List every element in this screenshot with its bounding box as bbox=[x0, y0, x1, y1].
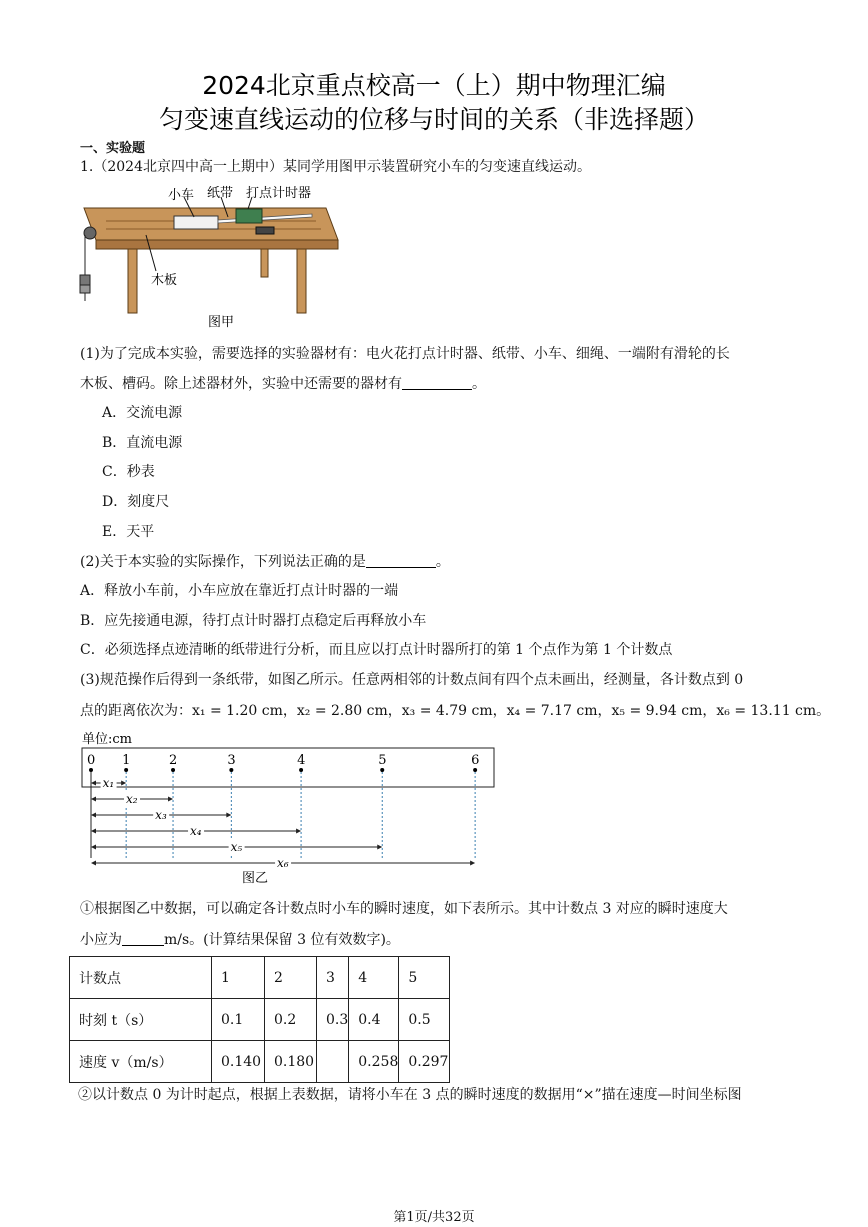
table-cell bbox=[317, 1041, 349, 1083]
table-cell: 0.3 bbox=[317, 999, 349, 1041]
label-board: 木板 bbox=[151, 273, 178, 288]
table-cell: 1 bbox=[212, 957, 265, 999]
table-cell: 5 bbox=[399, 957, 450, 999]
section-heading: 一、实验题 bbox=[80, 141, 146, 156]
table-cell: 0.258 bbox=[349, 1041, 399, 1083]
label-car: 小车 bbox=[168, 188, 195, 203]
page-footer: 第1页/共32页 bbox=[393, 1210, 475, 1225]
distance-label: x₄ bbox=[190, 824, 202, 838]
option-2b: B．应先接通电源，待打点计时器打点稳定后再释放小车 bbox=[80, 613, 427, 629]
table-cell: 时刻 t（s） bbox=[70, 999, 212, 1041]
tape-point-label: 5 bbox=[378, 753, 387, 768]
arrow-head bbox=[121, 781, 126, 786]
tape-point-label: 4 bbox=[297, 753, 306, 768]
option-1c: C．秒表 bbox=[102, 464, 155, 480]
arrow-head bbox=[226, 813, 231, 818]
tape-point-label: 2 bbox=[169, 753, 178, 768]
arrow-head bbox=[168, 797, 173, 802]
tape-dot bbox=[171, 768, 175, 772]
table-cell: 0.5 bbox=[399, 999, 450, 1041]
option-1a: A．交流电源 bbox=[102, 405, 183, 421]
tape-dot bbox=[229, 768, 233, 772]
arrow-tail bbox=[91, 813, 96, 818]
table-cell: 3 bbox=[317, 957, 349, 999]
sub2-line1: ②以计数点 0 为计时起点，根据上表数据，请将小车在 3 点的瞬时速度的数据用“×”描在速度—时间坐标图 bbox=[78, 1087, 742, 1103]
question-intro: 1.（2024北京四中高一上期中）某同学用图甲示装置研究小车的匀变速直线运动。 bbox=[80, 159, 591, 175]
part3-line2: 点的距离依次为：x₁ = 1.20 cm，x₂ = 2.80 cm，x₃ = 4.79 cm，x₄ = 7.17 cm，x₅ = 9.94 cm，x₆ = 13.11 cm。 bbox=[80, 703, 831, 719]
part1-line1: (1)为了完成本实验，需要选择的实验器材有：电火花打点计时器、纸带、小车、细绳、一端附有滑轮的长 bbox=[80, 346, 730, 362]
tape-unit-label: 单位:cm bbox=[82, 732, 132, 747]
tape-point-label: 3 bbox=[227, 753, 236, 768]
page-title-line2: 匀变速直线运动的位移与时间的关系（非选择题） bbox=[158, 105, 709, 134]
tape-dot bbox=[299, 768, 303, 772]
part1-line2: 木板、槽码。除上述器材外，实验中还需要的器材有 。 bbox=[80, 376, 486, 392]
arrow-head bbox=[470, 861, 475, 866]
sub1-line1: ①根据图乙中数据，可以确定各计数点时小车的瞬时速度，如下表所示。其中计数点 3 对应的瞬时速度大 bbox=[80, 901, 728, 917]
sub1-line2: 小应为 m/s。(计算结果保留 3 位有效数字)。 bbox=[80, 932, 400, 948]
table-row bbox=[70, 957, 450, 999]
tape-dot bbox=[124, 768, 128, 772]
answer-blank-3 bbox=[122, 931, 164, 946]
distance-label: x₆ bbox=[277, 856, 289, 870]
tape-dot bbox=[89, 768, 93, 772]
table-cell: 计数点 bbox=[70, 957, 212, 999]
tape-point-label: 1 bbox=[122, 753, 131, 768]
tape-point-label: 0 bbox=[87, 753, 96, 768]
table-cell: 0.4 bbox=[349, 999, 399, 1041]
velocity-table bbox=[69, 956, 450, 1083]
table-row bbox=[70, 999, 450, 1041]
option-1b: B．直流电源 bbox=[102, 435, 183, 451]
tape-point-label: 6 bbox=[471, 753, 480, 768]
table-cell: 0.1 bbox=[212, 999, 265, 1041]
distance-label: x₃ bbox=[155, 808, 167, 822]
arrow-head bbox=[296, 829, 301, 834]
figure-yi-caption: 图乙 bbox=[242, 871, 269, 886]
label-tape: 纸带 bbox=[207, 186, 234, 201]
arrow-tail bbox=[91, 797, 96, 802]
arrow-tail bbox=[91, 861, 96, 866]
table-cell: 0.2 bbox=[265, 999, 317, 1041]
figure-jia-caption: 图甲 bbox=[208, 315, 235, 330]
figure-yi-tape bbox=[80, 727, 500, 887]
table-cell: 4 bbox=[349, 957, 399, 999]
arrow-tail bbox=[91, 845, 96, 850]
answer-blank-2 bbox=[366, 553, 436, 568]
page-title-line1: 2024北京重点校高一（上）期中物理汇编 bbox=[202, 71, 666, 100]
option-2a: A．释放小车前，小车应放在靠近打点计时器的一端 bbox=[80, 583, 399, 599]
figure-jia-apparatus bbox=[76, 183, 346, 333]
distance-label: x₅ bbox=[230, 840, 243, 854]
arrow-tail bbox=[91, 781, 96, 786]
table-cell: 0.297 bbox=[399, 1041, 450, 1083]
tape-dot bbox=[380, 768, 384, 772]
arrow-tail bbox=[91, 829, 96, 834]
tape-dot bbox=[473, 768, 477, 772]
option-1d: D．刻度尺 bbox=[102, 494, 170, 510]
arrow-head bbox=[377, 845, 382, 850]
distance-label: x₂ bbox=[126, 792, 138, 806]
table-cell: 0.140 bbox=[212, 1041, 265, 1083]
option-1e: E．天平 bbox=[102, 524, 155, 540]
label-timer: 打点计时器 bbox=[246, 186, 312, 201]
part3-line1: (3)规范操作后得到一条纸带，如图乙所示。任意两相邻的计数点间有四个点未画出，经测量，各计数点到 0 bbox=[80, 672, 744, 688]
table-cell: 速度 v（m/s） bbox=[70, 1041, 212, 1083]
option-2c: C．必须选择点迹清晰的纸带进行分析，而且应以打点计时器所打的第 1 个点作为第 1 个计数点 bbox=[80, 642, 673, 658]
table-cell: 0.180 bbox=[265, 1041, 317, 1083]
answer-blank-1 bbox=[402, 375, 472, 390]
table-cell: 2 bbox=[265, 957, 317, 999]
part2-stem: (2)关于本实验的实际操作，下列说法正确的是 。 bbox=[80, 554, 450, 570]
table-row bbox=[70, 1041, 450, 1083]
distance-label: x₁ bbox=[102, 776, 115, 790]
